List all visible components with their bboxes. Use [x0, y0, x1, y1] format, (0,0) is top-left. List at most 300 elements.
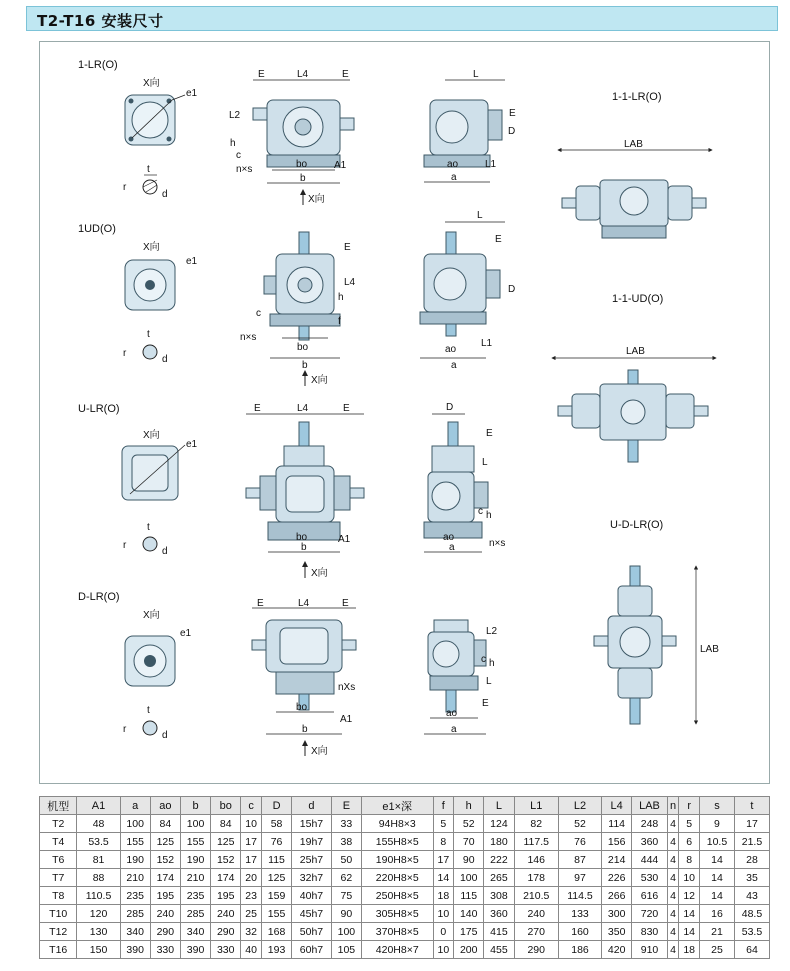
column-header: r	[679, 797, 700, 815]
column-header: t	[734, 797, 769, 815]
column-header: ao	[150, 797, 180, 815]
table-cell: 53.5	[734, 923, 769, 941]
table-cell: 110.5	[77, 887, 120, 905]
h-label-4: h	[489, 658, 495, 669]
table-cell: 330	[150, 941, 180, 959]
table-cell: 114	[602, 815, 632, 833]
table-cell: 830	[632, 923, 668, 941]
table-cell: 17	[241, 833, 262, 851]
table-cell: T12	[40, 923, 77, 941]
table-cell: 48	[77, 815, 120, 833]
table-cell: 5	[433, 815, 454, 833]
table-row	[40, 887, 770, 905]
table-cell: 120	[77, 905, 120, 923]
column-header: A1	[77, 797, 120, 815]
D-label-2: D	[508, 284, 516, 295]
table-cell: T2	[40, 815, 77, 833]
table-cell: 23	[241, 887, 262, 905]
t-label-3: t	[147, 522, 150, 533]
table-cell: 35	[734, 869, 769, 887]
table-cell: 266	[602, 887, 632, 905]
table-cell: T16	[40, 941, 77, 959]
table-cell: 265	[484, 869, 514, 887]
table-cell: 155	[180, 833, 210, 851]
table-cell: 235	[180, 887, 210, 905]
t-label: t	[147, 164, 150, 175]
table-cell: 15h7	[292, 815, 332, 833]
table-cell: 125	[261, 869, 291, 887]
table-cell: 14	[679, 923, 700, 941]
table-cell: 25h7	[292, 851, 332, 869]
table-row	[40, 869, 770, 887]
table-row	[40, 923, 770, 941]
D-label: D	[508, 126, 516, 137]
table-cell: 115	[261, 851, 291, 869]
table-cell: 300	[602, 905, 632, 923]
table-row	[40, 815, 770, 833]
table-cell: 174	[150, 869, 180, 887]
table-cell: 190	[120, 851, 150, 869]
E-label-8: E	[257, 598, 264, 609]
f-label: f	[338, 316, 341, 327]
table-cell: 14	[700, 869, 735, 887]
table-cell: 40h7	[292, 887, 332, 905]
table-cell: 100	[454, 869, 484, 887]
nxs-label: n×s	[236, 164, 253, 175]
table-cell: 10	[241, 815, 262, 833]
table-cell: 87	[558, 851, 601, 869]
table-cell: 114.5	[558, 887, 601, 905]
table-cell: 360	[632, 833, 668, 851]
table-cell: 220H8×5	[361, 869, 433, 887]
table-cell: 0	[433, 923, 454, 941]
table-cell: 4	[667, 833, 679, 851]
b-label-3: b	[301, 542, 307, 553]
LAB-label: LAB	[624, 139, 643, 150]
column-header: e1×深	[361, 797, 433, 815]
view-name-lr: 1-LR(O)	[78, 59, 118, 71]
table-cell: 530	[632, 869, 668, 887]
column-header: c	[241, 797, 262, 815]
c-label: c	[236, 150, 241, 161]
shaft-section	[143, 180, 157, 194]
table-cell: 8	[679, 851, 700, 869]
table-cell: 248	[632, 815, 668, 833]
L-label-3: L	[482, 457, 488, 468]
b-label-4: b	[302, 724, 308, 735]
table-cell: 17	[241, 851, 262, 869]
d-label-4: d	[162, 730, 168, 741]
table-cell: 175	[454, 923, 484, 941]
table-row	[40, 905, 770, 923]
L4-label: L4	[297, 69, 309, 80]
table-cell: 210.5	[514, 887, 558, 905]
column-header: L1	[514, 797, 558, 815]
column-header: n	[667, 797, 679, 815]
table-row	[40, 851, 770, 869]
d-label-2: d	[162, 354, 168, 365]
table-cell: 340	[180, 923, 210, 941]
table-cell: 100	[331, 923, 361, 941]
view-u-lr	[78, 402, 663, 579]
table-cell: 193	[261, 941, 291, 959]
table-cell: 4	[667, 869, 679, 887]
table-cell: 48.5	[734, 905, 769, 923]
L4-label-4: L4	[298, 598, 310, 609]
table-cell: 43	[734, 887, 769, 905]
E-label-6: E	[343, 403, 350, 414]
column-header: LAB	[632, 797, 668, 815]
table-cell: 5	[679, 815, 700, 833]
table-cell: 105	[331, 941, 361, 959]
column-header: bo	[211, 797, 241, 815]
table-cell: 290	[150, 923, 180, 941]
c-label-2: c	[256, 308, 261, 319]
L-label-2: L	[477, 210, 483, 221]
table-cell: 159	[261, 887, 291, 905]
table-cell: 38	[331, 833, 361, 851]
view-name-dlr: D-LR(O)	[78, 591, 120, 603]
table-cell: 90	[454, 851, 484, 869]
table-cell: 4	[667, 905, 679, 923]
a-label-4: a	[451, 724, 457, 735]
table-cell: 18	[679, 941, 700, 959]
table-cell: 240	[150, 905, 180, 923]
table-cell: 16	[700, 905, 735, 923]
table-cell: 160	[558, 923, 601, 941]
table-cell: 180	[484, 833, 514, 851]
table-cell: 390	[120, 941, 150, 959]
table-cell: 4	[667, 923, 679, 941]
table-cell: 285	[120, 905, 150, 923]
table-cell: 25	[241, 905, 262, 923]
b-label: b	[300, 173, 306, 184]
ao-label-3: ao	[443, 532, 455, 543]
table-cell: 290	[514, 941, 558, 959]
L1-label-2: L1	[481, 338, 493, 349]
table-cell: 350	[602, 923, 632, 941]
table-cell: 235	[120, 887, 150, 905]
view-1-lr	[78, 59, 712, 238]
table-cell: 58	[261, 815, 291, 833]
ao-label-2: ao	[445, 344, 457, 355]
xdir-label-2: X向	[143, 242, 160, 253]
table-cell: 4	[667, 941, 679, 959]
h-label: h	[230, 138, 236, 149]
ao-label: ao	[447, 159, 459, 170]
table-cell: 50	[331, 851, 361, 869]
column-header: d	[292, 797, 332, 815]
L2-label-2: L2	[486, 626, 498, 637]
table-cell: 146	[514, 851, 558, 869]
table-cell: 10	[679, 869, 700, 887]
xdir-arrow-label-2: X向	[311, 375, 328, 386]
table-cell: 25	[700, 941, 735, 959]
table-cell: 94H8×3	[361, 815, 433, 833]
table-cell: 360	[484, 905, 514, 923]
table-cell: 340	[120, 923, 150, 941]
E-label-5: E	[254, 403, 261, 414]
table-cell: 70	[454, 833, 484, 851]
ao-label-4: ao	[446, 708, 458, 719]
table-cell: 115	[454, 887, 484, 905]
table-cell: 285	[180, 905, 210, 923]
table-cell: 10	[433, 905, 454, 923]
table-cell: 100	[120, 815, 150, 833]
table-cell: 174	[211, 869, 241, 887]
table-cell: 81	[77, 851, 120, 869]
table-cell: 19h7	[292, 833, 332, 851]
table-cell: 152	[211, 851, 241, 869]
table-cell: 76	[261, 833, 291, 851]
table-cell: 14	[433, 869, 454, 887]
table-cell: 40	[241, 941, 262, 959]
t-label-4: t	[147, 705, 150, 716]
table-cell: T7	[40, 869, 77, 887]
view-name-udlr: U-D-LR(O)	[610, 519, 664, 531]
h-label-2: h	[338, 292, 344, 303]
table-cell: 270	[514, 923, 558, 941]
table-cell: 190	[180, 851, 210, 869]
a-label-3: a	[449, 542, 455, 553]
e1-label: e1	[186, 88, 198, 99]
table-cell: 210	[180, 869, 210, 887]
LAB-label-2: LAB	[626, 346, 645, 357]
table-cell: 140	[454, 905, 484, 923]
table-cell: 195	[150, 887, 180, 905]
table-cell: 10.5	[700, 833, 735, 851]
bo-label: bo	[296, 159, 308, 170]
A1-label-3: A1	[340, 714, 353, 725]
table-cell: 18	[433, 887, 454, 905]
table-cell: 210	[120, 869, 150, 887]
table-cell: 308	[484, 887, 514, 905]
e1-label-3: e1	[186, 439, 198, 450]
xdir-label-4: X向	[143, 610, 160, 621]
L-label: L	[473, 69, 479, 80]
table-cell: 14	[700, 851, 735, 869]
table-row	[40, 833, 770, 851]
E-label-4: E	[495, 234, 502, 245]
table-cell: 12	[679, 887, 700, 905]
table-cell: 6	[679, 833, 700, 851]
table-cell: 226	[602, 869, 632, 887]
table-cell: 150	[77, 941, 120, 959]
table-cell: 186	[558, 941, 601, 959]
table-cell: 420H8×7	[361, 941, 433, 959]
table-row	[40, 941, 770, 959]
d-label-3: d	[162, 546, 168, 557]
table-cell: 124	[484, 815, 514, 833]
table-cell: 60h7	[292, 941, 332, 959]
bo-label-2: bo	[297, 342, 309, 353]
table-cell: 82	[514, 815, 558, 833]
xdir-label: X向	[143, 78, 160, 89]
table-cell: 84	[150, 815, 180, 833]
table-cell: 88	[77, 869, 120, 887]
r-label: r	[123, 182, 127, 193]
LAB-label-3: LAB	[700, 644, 719, 655]
table-cell: 76	[558, 833, 601, 851]
h-label-3: h	[486, 510, 492, 521]
table-cell: 14	[700, 887, 735, 905]
column-header: E	[331, 797, 361, 815]
view-d-lr	[78, 566, 719, 757]
spec-table	[39, 796, 770, 959]
L-label-4: L	[486, 676, 492, 687]
table-cell: 720	[632, 905, 668, 923]
table-cell: 330	[211, 941, 241, 959]
table-header-row	[40, 797, 770, 815]
table-cell: 21	[700, 923, 735, 941]
table-cell: 17	[433, 851, 454, 869]
view-1-ud	[78, 210, 716, 462]
table-cell: 52	[558, 815, 601, 833]
table-cell: T8	[40, 887, 77, 905]
table-cell: 222	[484, 851, 514, 869]
table-cell: 155	[261, 905, 291, 923]
A1-label-2: A1	[338, 534, 351, 545]
table-cell: 305H8×5	[361, 905, 433, 923]
table-cell: 17	[734, 815, 769, 833]
xdir-arrow-label-4: X向	[311, 746, 328, 757]
table-cell: 370H8×5	[361, 923, 433, 941]
table-cell: 64	[734, 941, 769, 959]
bo-label-4: bo	[296, 702, 308, 713]
table-cell: 240	[211, 905, 241, 923]
table-cell: 28	[734, 851, 769, 869]
table-cell: 190H8×5	[361, 851, 433, 869]
table-cell: 168	[261, 923, 291, 941]
table-cell: 214	[602, 851, 632, 869]
table-cell: 390	[180, 941, 210, 959]
column-header: s	[700, 797, 735, 815]
e1-label-4: e1	[180, 628, 192, 639]
table-cell: T10	[40, 905, 77, 923]
table-cell: 97	[558, 869, 601, 887]
view-name-ulr: U-LR(O)	[78, 403, 120, 415]
column-header: h	[454, 797, 484, 815]
table-cell: 32h7	[292, 869, 332, 887]
table-cell: 125	[150, 833, 180, 851]
table-cell: 290	[211, 923, 241, 941]
table-cell: 200	[454, 941, 484, 959]
table-cell: 53.5	[77, 833, 120, 851]
view-name-lr-side: 1-1-LR(O)	[612, 91, 662, 103]
E-label-side: E	[509, 108, 516, 119]
table-cell: T4	[40, 833, 77, 851]
column-header: L2	[558, 797, 601, 815]
column-header: b	[180, 797, 210, 815]
table-cell: 250H8×5	[361, 887, 433, 905]
xdir-label-3: X向	[143, 430, 160, 441]
table-cell: 616	[632, 887, 668, 905]
table-cell: 240	[514, 905, 558, 923]
table-cell: 155H8×5	[361, 833, 433, 851]
L2-label: L2	[229, 110, 241, 121]
table-cell: 14	[679, 905, 700, 923]
xdir-arrow-label-3: X向	[311, 568, 328, 579]
table-cell: 62	[331, 869, 361, 887]
table-cell: T6	[40, 851, 77, 869]
table-cell: 178	[514, 869, 558, 887]
table-cell: 8	[433, 833, 454, 851]
column-header: L	[484, 797, 514, 815]
E-label-3: E	[344, 242, 351, 253]
nxs-label-3: n×s	[489, 538, 506, 549]
table-cell: 152	[150, 851, 180, 869]
r-label-2: r	[123, 348, 127, 359]
table-cell: 195	[211, 887, 241, 905]
xdir-arrow-label: X向	[308, 194, 325, 205]
E-label-10: E	[482, 698, 489, 709]
L1-label: L1	[485, 159, 497, 170]
table-cell: 52	[454, 815, 484, 833]
table-cell: 130	[77, 923, 120, 941]
nXs-label: nXs	[338, 682, 356, 693]
view-name-ud-side: 1-1-UD(O)	[612, 293, 664, 305]
table-cell: 45h7	[292, 905, 332, 923]
L4-label-2: L4	[344, 277, 356, 288]
e1-label-2: e1	[186, 256, 198, 267]
table-cell: 156	[602, 833, 632, 851]
column-header: f	[433, 797, 454, 815]
table-cell: 420	[602, 941, 632, 959]
bo-label-3: bo	[296, 532, 308, 543]
r-label-3: r	[123, 540, 127, 551]
t-label-2: t	[147, 329, 150, 340]
c-label-3: c	[478, 506, 483, 517]
E-label-2: E	[342, 69, 349, 80]
b-label-2: b	[302, 360, 308, 371]
view-name-ud: 1UD(O)	[78, 223, 116, 235]
table-cell: 455	[484, 941, 514, 959]
table-cell: 21.5	[734, 833, 769, 851]
page-title: T2-T16 安装尺寸	[37, 12, 164, 30]
c-label-4: c	[481, 654, 486, 665]
table-cell: 910	[632, 941, 668, 959]
table-cell: 4	[667, 851, 679, 869]
table-cell: 100	[180, 815, 210, 833]
table-cell: 4	[667, 815, 679, 833]
table-cell: 444	[632, 851, 668, 869]
table-cell: 75	[331, 887, 361, 905]
r-label-4: r	[123, 724, 127, 735]
table-cell: 10	[433, 941, 454, 959]
column-header: L4	[602, 797, 632, 815]
table-cell: 20	[241, 869, 262, 887]
table-cell: 90	[331, 905, 361, 923]
table-body	[40, 815, 770, 959]
a-label-2: a	[451, 360, 457, 371]
table-cell: 4	[667, 887, 679, 905]
table-cell: 125	[211, 833, 241, 851]
table-cell: 84	[211, 815, 241, 833]
E-label-7: E	[486, 428, 493, 439]
a-label: a	[451, 172, 457, 183]
table-cell: 50h7	[292, 923, 332, 941]
table-cell: 415	[484, 923, 514, 941]
column-header: 机型	[40, 797, 77, 815]
table-cell: 155	[120, 833, 150, 851]
table-cell: 33	[331, 815, 361, 833]
column-header: a	[120, 797, 150, 815]
L4-label-3: L4	[297, 403, 309, 414]
E-label: E	[258, 69, 265, 80]
E-label-9: E	[342, 598, 349, 609]
table-cell: 9	[700, 815, 735, 833]
column-header: D	[261, 797, 291, 815]
